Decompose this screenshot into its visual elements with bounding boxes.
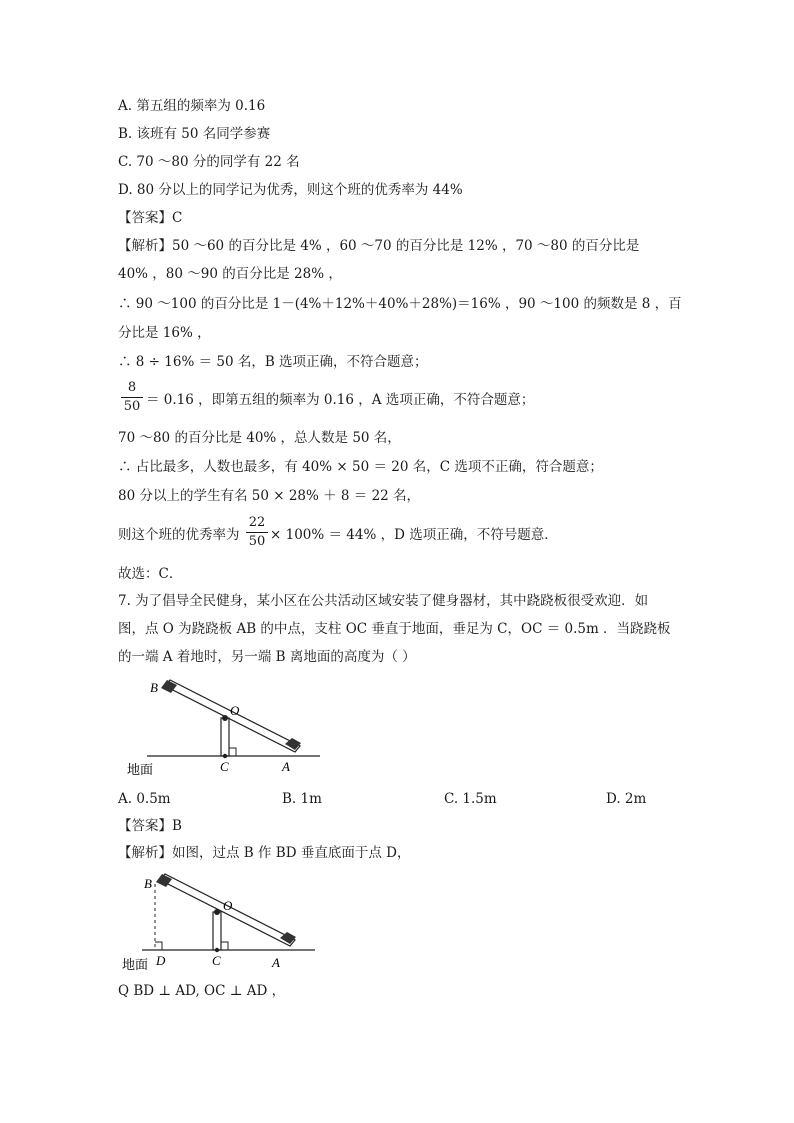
fraction-bar [121, 397, 143, 398]
support-post [221, 718, 229, 756]
label-c: C [220, 759, 229, 774]
fraction-numerator: 22 [248, 515, 266, 530]
right-angle-mark-d [155, 942, 162, 950]
q7-stem-line-2: 图，点 O 为跷跷板 AB 的中点，支柱 OC 垂直于地面，垂足为 C，OC ＝ 0.5m ．当跷跷板 [118, 621, 671, 637]
label-ground: 地面 [127, 762, 154, 777]
point-c-dot [223, 754, 227, 758]
q6-analysis-line-3: ∴ 90 ～100 的百分比是 1－(4%＋12%＋40%＋28%)＝16% ，90 ～100 的频数是 8 ，百 [118, 296, 682, 312]
label-b: B [144, 876, 152, 891]
q6-answer: 【答案】C [118, 210, 183, 226]
label-a: A [272, 955, 280, 970]
q7-option-b: B. 1m [282, 791, 322, 807]
q7-option-d: D. 2m [606, 791, 647, 807]
fraction-denominator: 50 [248, 534, 266, 549]
q6-analysis-line-10-suffix: × 100% ＝ 44% ，D 选项正确，不符号题意． [270, 527, 558, 543]
label-d: D [156, 953, 166, 968]
q6-analysis-line-2: 40% ，80 ～90 的百分比是 28% ， [118, 266, 342, 282]
q6-option-b: B. 该班有 50 名同学参赛 [118, 126, 271, 142]
q6-analysis-line-7: 70 ～80 的百分比是 40% ，总人数是 50 名， [118, 430, 401, 446]
q6-analysis-line-8: ∴ 占比最多，人数也最多，有 40% × 50 ＝ 20 名，C 选项不正确，符合题意； [118, 459, 603, 475]
pivot-o [214, 909, 220, 915]
label-a: A [282, 759, 290, 774]
q7-analysis-line-2: Q BD ⊥ AD, OC ⊥ AD ， [118, 983, 286, 999]
support-post [213, 912, 221, 950]
q6-option-d: D. 80 分以上的同学记为优秀，则这个班的优秀率为 44% [118, 182, 463, 198]
label-o: O [223, 898, 233, 913]
fraction-8-over-50 [121, 380, 143, 415]
q6-analysis-line-9: 80 分以上的学生有名 50 × 28% ＋ 8 ＝ 22 名， [118, 488, 421, 504]
q6-option-c: C. 70 ～80 分的同学有 22 名 [118, 154, 300, 170]
seesaw-figure-with-bd [110, 866, 330, 978]
label-ground: 地面 [122, 957, 149, 972]
fraction-22-over-50 [246, 515, 268, 550]
seesaw-figure [115, 672, 335, 784]
q6-analysis-line-1: 【解析】50 ～60 的百分比是 4% ，60 ～70 的百分比是 12% ，70 ～80 的百分比是 [118, 238, 640, 254]
label-o: O [230, 703, 240, 718]
q7-option-a: A. 0.5m [118, 791, 171, 807]
q6-analysis-line-10-prefix: 则这个班的优秀率为 [118, 527, 240, 543]
q6-analysis-line-6: ＝ 0.16 ，即第五组的频率为 0.16 ，A 选项正确，不符合题意； [146, 392, 535, 408]
label-b: B [150, 680, 158, 695]
q6-analysis-line-5: ∴ 8 ÷ 16% ＝ 50 名，B 选项正确，不符合题意； [118, 354, 428, 370]
fraction-bar [246, 532, 268, 533]
pivot-o [222, 715, 228, 721]
point-c-dot [215, 948, 219, 952]
q7-option-c: C. 1.5m [444, 791, 497, 807]
q7-analysis-line-1: 【解析】如图，过点 B 作 BD 垂直底面于点 D， [118, 845, 411, 861]
right-angle-mark [229, 748, 236, 756]
q6-analysis-line-4: 分比是 16% ， [118, 325, 211, 341]
q6-option-a: A. 第五组的频率为 0.16 [118, 98, 266, 114]
label-c: C [212, 953, 221, 968]
right-angle-mark-c [221, 942, 228, 950]
q7-stem-line-1: 7. 为了倡导全民健身，某小区在公共活动区域安装了健身器材，其中跷跷板很受欢迎．如 [118, 593, 649, 609]
q7-answer: 【答案】B [118, 818, 182, 834]
fraction-denominator: 50 [123, 399, 141, 414]
q6-conclusion: 故选：C． [118, 566, 183, 582]
fraction-numerator: 8 [127, 380, 137, 395]
q7-stem-line-3: 的一端 A 着地时，另一端 B 离地面的高度为（ ） [118, 649, 416, 665]
